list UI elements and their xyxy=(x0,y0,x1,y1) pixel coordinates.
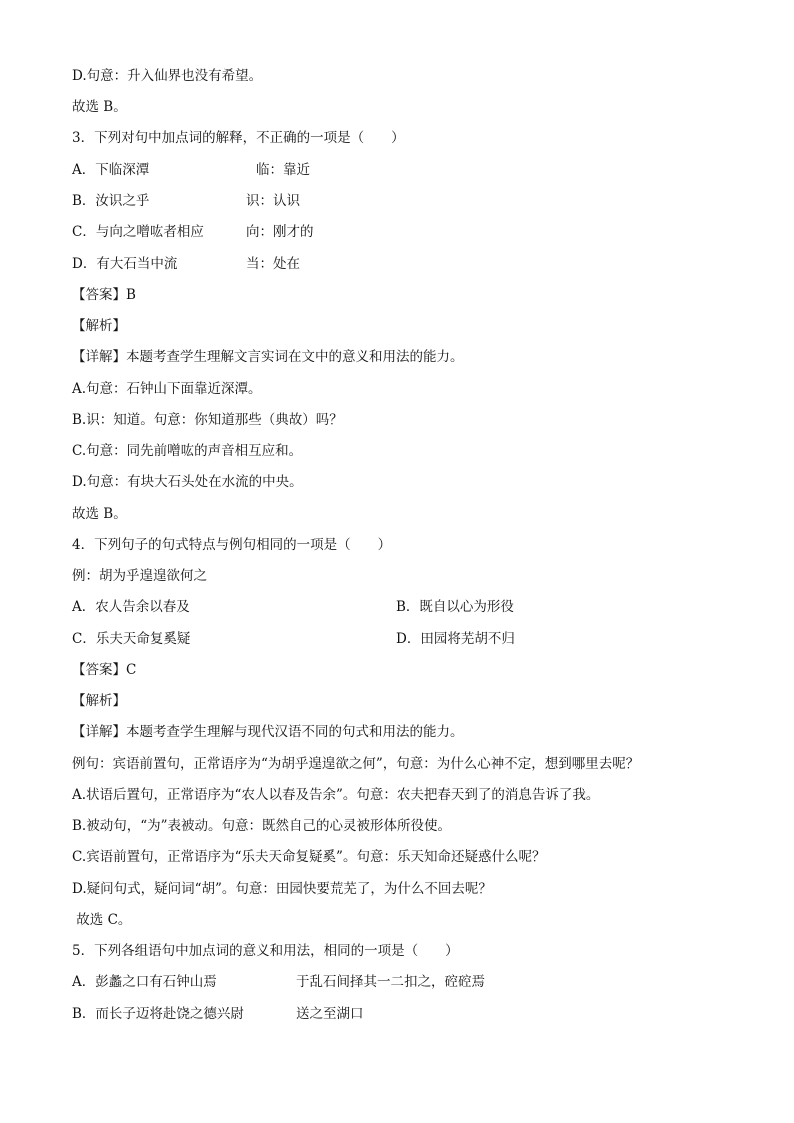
q3-option-a-gloss: 临：靠近 xyxy=(256,162,310,178)
q4-analysis-heading: 【解析】 xyxy=(72,693,126,709)
q3-option-b-gloss: 识：认识 xyxy=(246,193,300,209)
q3-detail-b: B.识：知道。句意：你知道那些（典故）吗？ xyxy=(72,412,343,428)
q3-answer: 【答案】B xyxy=(72,287,136,303)
q4-answer: 【答案】C xyxy=(72,662,137,678)
q3-detail: 【详解】本题考查学生理解文言实词在文中的意义和用法的能力。 xyxy=(72,349,464,365)
q4-detail-example: 例句：宾语前置句，正常语序为“为胡乎遑遑欲之何”，句意：为什么心神不定，想到哪里去呢？ xyxy=(72,756,640,772)
q4-example: 例：胡为乎遑遑欲何之 xyxy=(72,568,207,584)
q3-choice: 故选 B。 xyxy=(72,506,127,522)
q4-choice: 故选 C。 xyxy=(72,912,132,928)
q5-option-b-right: 送之至湖口 xyxy=(296,1006,364,1022)
q3-detail-a: A.句意：石钟山下面靠近深潭。 xyxy=(72,381,262,397)
question-4-stem: 4．下列句子的句式特点与例句相同的一项是（ ） xyxy=(72,537,392,553)
q3-analysis-heading: 【解析】 xyxy=(72,318,126,334)
q4-detail: 【详解】本题考查学生理解与现代汉语不同的句式和用法的能力。 xyxy=(72,724,464,740)
q3-option-d-gloss: 当：处在 xyxy=(246,256,300,272)
text-line: D.句意：升入仙界也没有希望。 xyxy=(72,68,263,84)
q5-option-a-right: 于乱石间择其一二扣之，硿硿焉 xyxy=(296,974,485,990)
q4-option-b: B．既自以心为形役 xyxy=(396,599,514,615)
q3-option-c: C．与向之噌吰者相应 xyxy=(72,224,204,240)
q4-detail-b: B.被动句，“为”表被动。句意：既然自己的心灵被形体所役使。 xyxy=(72,818,452,834)
q4-detail-c: C.宾语前置句，正常语序为“乐夫天命复疑奚”。句意：乐天知命还疑惑什么呢？ xyxy=(72,849,546,865)
q3-detail-c: C.句意：同先前噌吰的声音相互应和。 xyxy=(72,443,303,459)
q4-option-c: C．乐夫天命复奚疑 xyxy=(72,631,191,647)
question-5-stem: 5．下列各组语句中加点词的意义和用法，相同的一项是（ ） xyxy=(72,943,459,959)
q4-option-d: D．田园将芜胡不归 xyxy=(396,631,515,647)
q3-option-a: A．下临深潭 xyxy=(72,162,150,178)
q5-option-a-left: A．彭蠡之口有石钟山焉 xyxy=(72,974,217,990)
question-3-stem: 3．下列对句中加点词的解释，不正确的一项是（ ） xyxy=(72,130,405,146)
q3-option-d: D．有大石当中流 xyxy=(72,256,178,272)
q3-option-b: B．汝识之乎 xyxy=(72,193,150,209)
text-line: 故选 B。 xyxy=(72,99,127,115)
q3-detail-d: D.句意：有块大石头处在水流的中央。 xyxy=(72,474,303,490)
q4-detail-d: D.疑问句式，疑问词“胡”。句意：田园快要荒芜了，为什么不回去呢？ xyxy=(72,881,492,897)
q5-option-b-left: B．而长子迈将赴饶之德兴尉 xyxy=(72,1006,244,1022)
q4-detail-a: A.状语后置句，正常语序为“农人以春及告余”。句意：农夫把春天到了的消息告诉了我。 xyxy=(72,787,600,803)
q3-option-c-gloss: 向：刚才的 xyxy=(246,224,314,240)
q4-option-a: A．农人告余以春及 xyxy=(72,599,190,615)
